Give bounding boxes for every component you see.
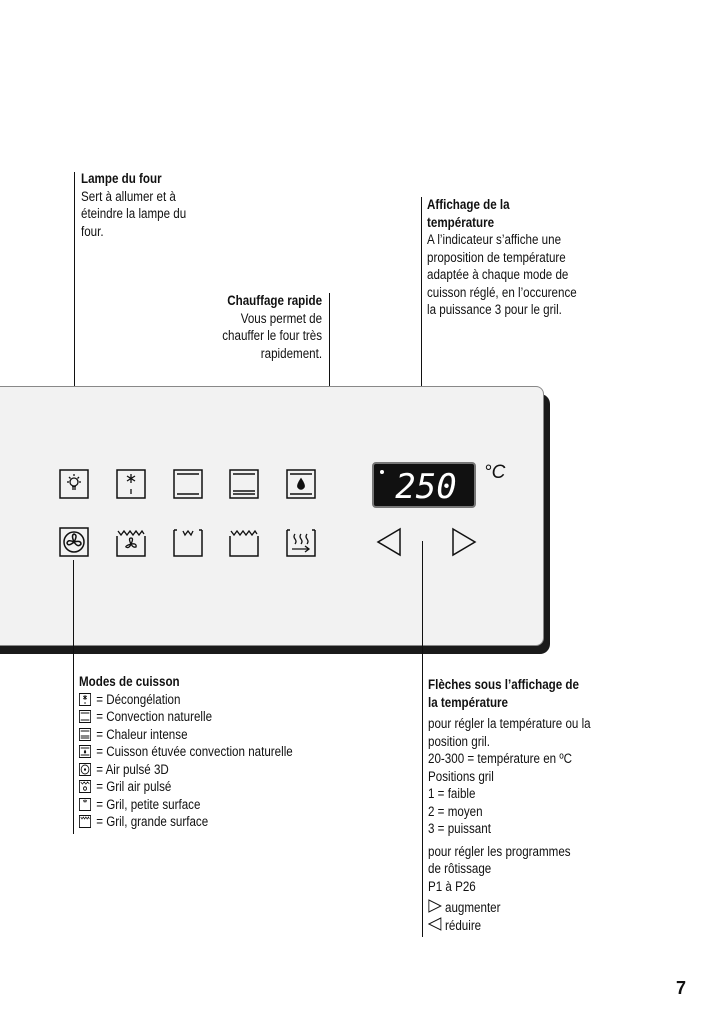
rapid-title: Chauffage rapide	[227, 293, 322, 308]
large-grill-icon	[79, 815, 91, 828]
lamp-callout	[81, 170, 186, 240]
legend-item-hot-air-grill	[79, 778, 293, 796]
increase-row	[428, 899, 591, 917]
fan-icon	[64, 532, 84, 552]
arrows-title: la température	[428, 694, 509, 710]
arrows-line: position gril.	[428, 733, 490, 749]
decrease-arrow-icon	[428, 917, 442, 931]
arrows-line: 2 = moyen	[428, 803, 483, 819]
lamp-title: Lampe du four	[81, 171, 162, 186]
rapid-line: rapidement.	[260, 345, 322, 361]
arrows-line: Positions gril	[428, 768, 494, 784]
temp-display-callout	[427, 196, 577, 319]
small-grill-button[interactable]	[173, 527, 203, 557]
legend-text: = Air pulsé 3D	[96, 761, 169, 777]
intensive-heat-icon	[233, 474, 255, 494]
control-panel	[0, 386, 544, 646]
temp-title: Affichage de la	[427, 197, 510, 212]
legend-item-steam	[79, 743, 293, 761]
intensive-heat-icon	[79, 728, 91, 741]
left-triangle-icon	[378, 529, 400, 555]
display-unit: °C	[484, 462, 506, 483]
conventional-heat-icon	[79, 710, 91, 723]
bulb-icon	[67, 474, 81, 489]
legend-text: = Gril, grande surface	[96, 814, 209, 829]
display-dot	[380, 470, 384, 474]
decrease-arrow-button[interactable]	[375, 527, 403, 557]
lamp-line: four.	[81, 223, 104, 239]
defrost-icon	[127, 474, 135, 494]
rapid-callout	[222, 292, 322, 362]
temp-line: adaptée à chaque mode de	[427, 267, 569, 282]
legend-item-conventional	[79, 708, 293, 726]
modes-leader-line	[73, 560, 74, 834]
display-value: 250	[395, 467, 457, 506]
hot-air-grill-icon	[118, 531, 144, 548]
steam-conventional-button[interactable]	[286, 469, 316, 499]
arrows-line: 1 = faible	[428, 786, 476, 801]
page-number: 7	[675, 978, 686, 998]
hot-air-grill-button[interactable]	[116, 527, 146, 557]
temperature-display	[372, 462, 476, 508]
legend-text: = Gril, petite surface	[96, 796, 201, 812]
conventional-heat-icon	[177, 474, 199, 494]
legend-text: = Convection naturelle	[96, 709, 213, 724]
large-grill-icon	[231, 531, 257, 535]
large-grill-button[interactable]	[229, 527, 259, 557]
lamp-line: Sert à allumer et à	[81, 188, 176, 204]
arrows-line: 3 = puissant	[428, 821, 491, 836]
steam-conventional-icon	[290, 474, 312, 494]
increase-label: augmenter	[444, 900, 501, 915]
defrost-button[interactable]	[116, 469, 146, 499]
legend-item-small-grill	[79, 796, 293, 814]
arrows-line: pour régler les programmes	[428, 843, 571, 859]
rapid-heat-button[interactable]	[286, 527, 316, 557]
arrows-line: P1 à P26	[428, 878, 476, 894]
legend-text: = Cuisson étuvée convection naturelle	[96, 744, 293, 759]
modes-legend	[79, 673, 293, 831]
legend-item-hot-air-3d	[79, 761, 293, 779]
decrease-row	[428, 917, 591, 935]
lamp-button[interactable]	[59, 469, 89, 499]
legend-text: = Gril air pulsé	[96, 779, 172, 794]
increase-arrow-icon	[428, 899, 442, 913]
modes-title: Modes de cuisson	[79, 674, 180, 689]
legend-item-defrost	[79, 691, 293, 709]
legend-item-large-grill	[79, 813, 293, 831]
temp-line: la puissance 3 pour le gril.	[427, 302, 562, 317]
rapid-heat-icon	[292, 534, 309, 552]
temp-line: cuisson réglé, en l’occurence	[427, 284, 577, 300]
small-grill-icon	[79, 798, 91, 811]
arrows-line: de rôtissage	[428, 861, 492, 876]
temp-line: proposition de température	[427, 249, 566, 265]
defrost-icon	[79, 693, 91, 706]
arrows-title: Flèches sous l’affichage de	[428, 677, 579, 692]
decrease-label: réduire	[444, 917, 482, 933]
legend-text: = Décongélation	[96, 691, 181, 707]
arrows-callout	[428, 676, 591, 934]
lamp-line: éteindre la lampe du	[81, 206, 187, 221]
increase-arrow-button[interactable]	[450, 527, 478, 557]
display-screen	[374, 464, 474, 506]
temp-title: température	[427, 214, 495, 230]
temp-line: A l’indicateur s’affiche une	[427, 232, 562, 247]
intensive-heat-button[interactable]	[229, 469, 259, 499]
conventional-heat-button[interactable]	[173, 469, 203, 499]
arrows-line: pour régler la température ou la	[428, 716, 591, 731]
arrows-leader-line	[422, 541, 423, 937]
hot-air-3d-button[interactable]	[59, 527, 89, 557]
steam-conventional-icon	[79, 745, 91, 758]
legend-item-intensive	[79, 726, 293, 744]
legend-text: = Chaleur intense	[96, 726, 188, 742]
right-triangle-icon	[453, 529, 475, 555]
arrows-line: 20-300 = température en ºC	[428, 751, 572, 766]
small-grill-icon	[183, 531, 193, 535]
hot-air-3d-icon	[79, 763, 91, 776]
hot-air-grill-icon	[79, 780, 91, 793]
rapid-line: Vous permet de	[240, 310, 322, 326]
rapid-line: chauffer le four très	[222, 328, 322, 343]
